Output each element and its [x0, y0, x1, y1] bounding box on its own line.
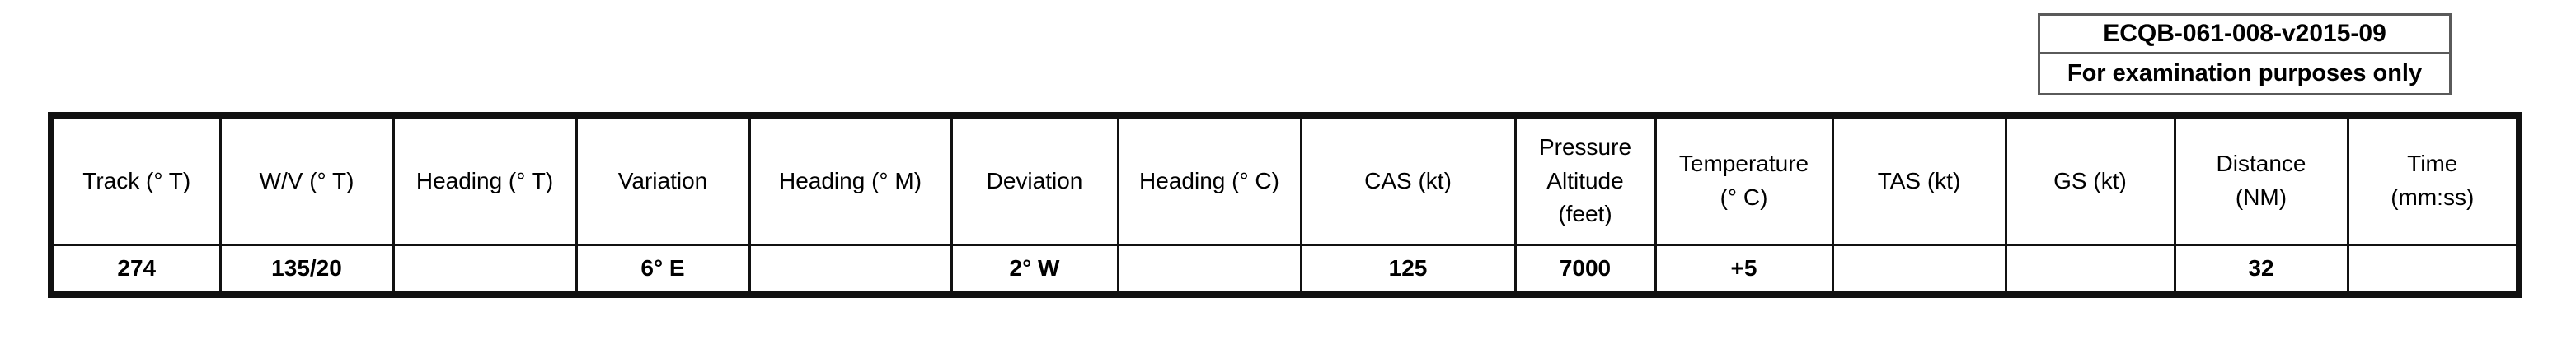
header-deviation: Deviation — [951, 115, 1118, 245]
header-pressure-altitude: Pressure Altitude (feet) — [1515, 115, 1655, 245]
header-time: Time (mm:ss) — [2348, 115, 2519, 245]
cell-heading-true — [393, 245, 576, 296]
header-distance: Distance (NM) — [2175, 115, 2348, 245]
header-heading-magnetic: Heading (° M) — [749, 115, 951, 245]
cell-pressure-altitude: 7000 — [1515, 245, 1655, 296]
cell-temperature: +5 — [1655, 245, 1832, 296]
exam-reference-code: ECQB-061-008-v2015-09 — [2040, 16, 2449, 54]
cell-heading-compass — [1118, 245, 1301, 296]
cell-time — [2348, 245, 2519, 296]
header-cas: CAS (kt) — [1301, 115, 1515, 245]
header-temperature: Temperature (° C) — [1655, 115, 1832, 245]
cell-cas: 125 — [1301, 245, 1515, 296]
header-wind-velocity: W/V (° T) — [220, 115, 393, 245]
header-tas: TAS (kt) — [1832, 115, 2006, 245]
header-gs: GS (kt) — [2006, 115, 2175, 245]
cell-gs — [2006, 245, 2175, 296]
cell-wind-velocity: 135/20 — [220, 245, 393, 296]
cell-deviation: 2° W — [951, 245, 1118, 296]
cell-distance: 32 — [2175, 245, 2348, 296]
cell-tas — [1832, 245, 2006, 296]
exam-purpose-note: For examination purposes only — [2067, 60, 2423, 86]
header-heading-true: Heading (° T) — [393, 115, 576, 245]
header-track: Track (° T) — [51, 115, 220, 245]
header-variation: Variation — [576, 115, 749, 245]
cell-heading-magnetic — [749, 245, 951, 296]
cell-track: 274 — [51, 245, 220, 296]
table-row — [51, 245, 2519, 296]
table-header-row — [51, 115, 2519, 245]
exam-reference-box — [2038, 13, 2452, 95]
cell-variation: 6° E — [576, 245, 749, 296]
navigation-log-table — [48, 112, 2522, 298]
header-heading-compass: Heading (° C) — [1118, 115, 1301, 245]
